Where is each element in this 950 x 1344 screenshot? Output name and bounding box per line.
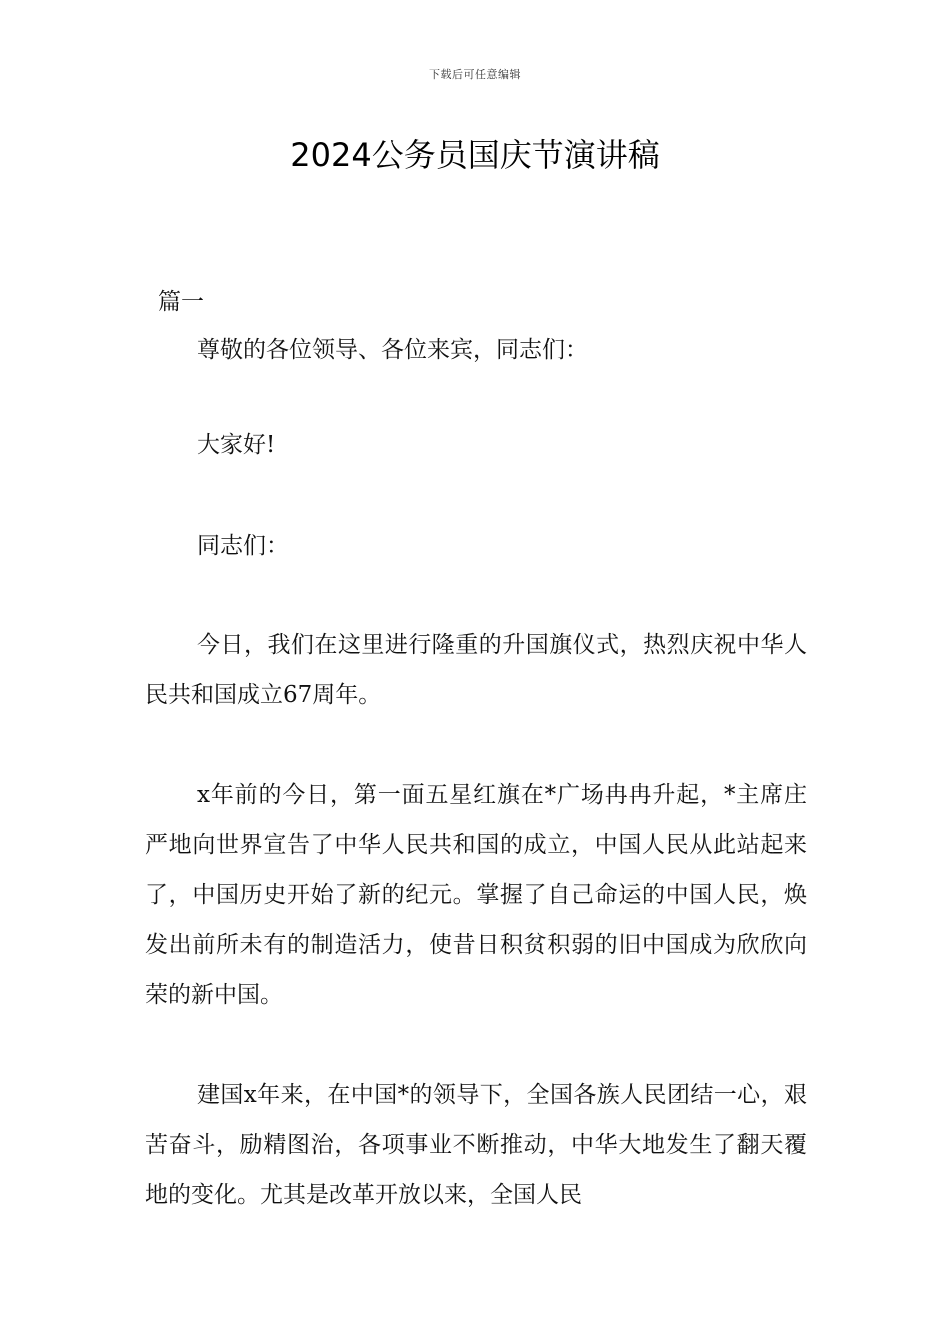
section-label: 篇一 [158, 289, 204, 315]
paragraph-history: x年前的今日，第一面五星红旗在*广场冉冉升起，*主席庄严地向世界宣告了中华人民共和国的成立，中国人民从此站起来了，中国历史开始了新的纪元。掌握了自己命运的中国人民，焕发出前所未有的制造活力，使昔日积贫积弱的旧中国成为欣欣向荣的新中国。 [145, 782, 807, 1008]
paragraph-hello: 大家好! [197, 432, 276, 458]
paragraph-greeting: 尊敬的各位领导、各位来宾，同志们： [197, 337, 588, 363]
header-note: 下载后可任意编辑 [429, 68, 521, 81]
paragraph-today: 今日，我们在这里进行隆重的升国旗仪式，热烈庆祝中华人民共和国成立67周年。 [145, 632, 807, 708]
paragraph-comrades: 同志们： [197, 533, 289, 559]
document-title: 2024公务员国庆节演讲稿 [290, 136, 660, 174]
paragraph-build: 建国x年来，在中国*的领导下，全国各族人民团结一心，艰苦奋斗，励精图治，各项事业不断推动，中华大地发生了翻天覆地的变化。尤其是改革开放以来，全国人民 [145, 1082, 807, 1208]
